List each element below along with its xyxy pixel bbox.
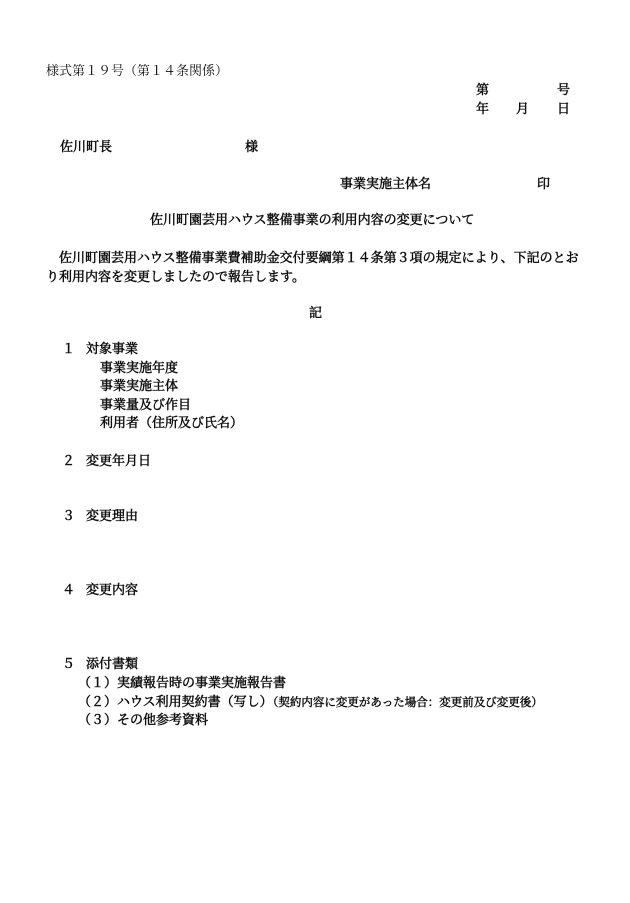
attachment-3: （３）その他参考資料 xyxy=(78,713,209,728)
item-4-number: ４ xyxy=(62,583,76,598)
attachment-1: （１）実績報告時の事業実施報告書 xyxy=(78,676,287,691)
addressee-honorific: 様 xyxy=(245,140,259,155)
item-1-sub-2: 事業実施主体 xyxy=(100,379,179,394)
seal-mark: 印 xyxy=(537,177,551,192)
item-1-sub-4: 利用者（住所及び氏名） xyxy=(100,416,244,431)
item-2-number: ２ xyxy=(62,454,76,469)
attachment-2-label: （２）ハウス利用契約書（写し） xyxy=(78,695,273,710)
date-month: 月 xyxy=(516,102,530,117)
item-5-number: ５ xyxy=(62,657,76,672)
date-day: 日 xyxy=(557,102,571,117)
attachment-2-note: （契約内容に変更があった場合：変更前及び変更後） xyxy=(272,695,543,709)
attachment-2 xyxy=(78,694,543,711)
sender-label: 事業実施主体名 xyxy=(340,177,432,192)
form-number: 様式第１９号（第１４条関係） xyxy=(46,64,229,79)
item-1-sub-3: 事業量及び作目 xyxy=(100,398,192,413)
item-3-label: 変更理由 xyxy=(86,509,139,524)
item-3-number: ３ xyxy=(62,509,76,524)
document-title: 佐川町園芸用ハウス整備事業の利用内容の変更について xyxy=(150,213,475,228)
item-2-label: 変更年月日 xyxy=(86,454,152,469)
ki-heading: 記 xyxy=(309,306,323,321)
item-1-number: １ xyxy=(62,342,76,357)
item-4-label: 変更内容 xyxy=(86,583,139,598)
item-1-label: 対象事業 xyxy=(86,342,139,357)
body-paragraph: 佐川町園芸用ハウス整備事業費補助金交付要綱第１４条第３項の規定により、下記のとおり利用内容を変更しましたので報告します。 xyxy=(46,251,579,285)
date-year: 年 xyxy=(476,102,490,117)
doc-number-dai: 第 xyxy=(476,83,490,98)
addressee-name: 佐川町長 xyxy=(60,140,113,155)
item-5-label: 添付書類 xyxy=(86,657,139,672)
doc-number-go: 号 xyxy=(557,83,571,98)
item-1-sub-1: 事業実施年度 xyxy=(100,361,179,376)
